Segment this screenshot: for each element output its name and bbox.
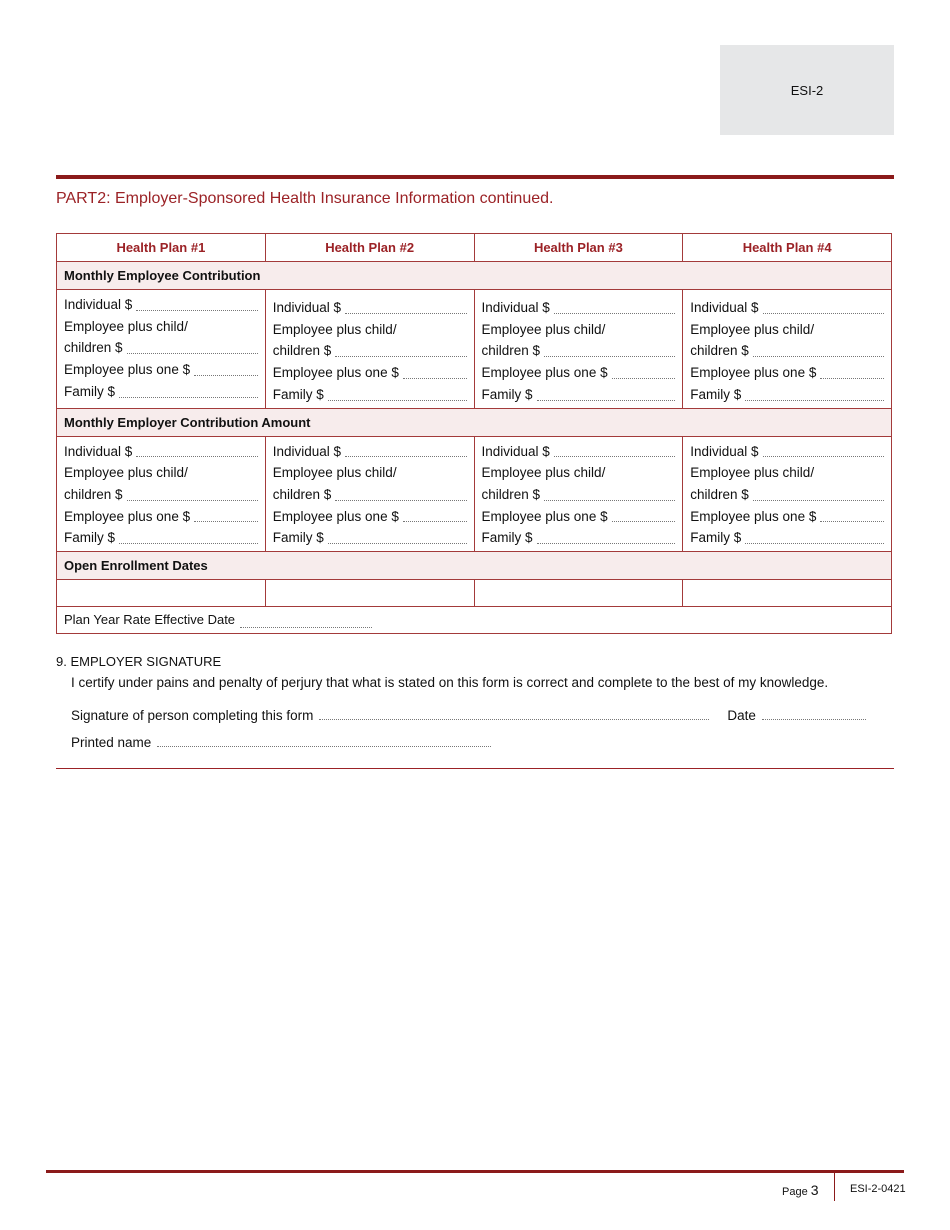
- employee-contribution-cell-plan-1: [57, 290, 266, 409]
- employer-children-input[interactable]: [127, 499, 258, 501]
- employer-contribution-cell-plan-4: [683, 436, 892, 552]
- employer-employee-plus-child-label: Employee plus child/: [64, 465, 188, 481]
- employee-employee-plus-one-label: Employee plus one $: [64, 362, 191, 378]
- employee-family-label: Family $: [64, 383, 116, 399]
- employer-individual-label: Individual $: [272, 443, 342, 459]
- employee-children-line: [482, 340, 676, 362]
- employer-employee-plus-child-line: [64, 462, 258, 484]
- printed-name-line: [71, 735, 894, 750]
- employee-employee-plus-child-label: Employee plus child/: [272, 321, 397, 337]
- section-open-enrollment: Open Enrollment Dates: [57, 552, 892, 580]
- employer-contribution-cell-plan-1: [57, 436, 266, 552]
- form-id: ESI-2: [790, 82, 824, 98]
- employer-employee-plus-one-line: [273, 506, 467, 528]
- printed-name-label: Printed name: [71, 735, 152, 750]
- employer-contribution-cell-plan-2: [265, 436, 474, 552]
- employer-employee-plus-child-label: Employee plus child/: [272, 465, 397, 481]
- section-employer-contribution: Monthly Employer Contribution Amount: [57, 408, 892, 436]
- employee-contribution-cell-plan-3: [474, 290, 683, 409]
- employer-family-input[interactable]: [119, 542, 258, 544]
- employee-children-input[interactable]: [753, 355, 884, 357]
- footer-vertical-divider: [834, 1173, 835, 1201]
- employer-employee-plus-one-input[interactable]: [612, 520, 676, 522]
- employer-individual-line: [482, 441, 676, 463]
- employee-contribution-cell-plan-2: [265, 290, 474, 409]
- employer-individual-line: [690, 441, 884, 463]
- employee-individual-input[interactable]: [136, 309, 257, 311]
- employer-children-line: [690, 484, 884, 506]
- employee-employee-plus-child-label: Employee plus child/: [64, 318, 188, 334]
- effective-date-label: Plan Year Rate Effective Date: [64, 612, 236, 628]
- employee-individual-label: Individual $: [64, 297, 133, 312]
- employer-individual-label: Individual $: [690, 443, 759, 459]
- employee-individual-input[interactable]: [345, 312, 466, 314]
- page-indicator: [782, 1182, 819, 1198]
- employer-contribution-row: [57, 436, 892, 552]
- employee-employee-plus-child-line: [64, 316, 258, 338]
- health-plan-table: [56, 233, 892, 634]
- employee-employee-plus-one-input[interactable]: [194, 374, 258, 376]
- employer-children-label: children $: [690, 486, 749, 502]
- employee-family-line: [690, 384, 884, 406]
- certify-statement: I certify under pains and penalty of perjury that what is stated on this form is correct and complete to the best of my knowledge.: [71, 675, 829, 690]
- employer-family-input[interactable]: [745, 542, 884, 544]
- employee-employee-plus-one-line: [690, 362, 884, 384]
- effective-date-input[interactable]: [240, 612, 372, 628]
- employee-individual-input[interactable]: [554, 312, 675, 314]
- employer-individual-label: Individual $: [481, 443, 550, 459]
- employer-employee-plus-one-input[interactable]: [820, 520, 884, 522]
- printed-name-input[interactable]: [157, 745, 491, 747]
- plan-header-4: Health Plan #4: [683, 234, 892, 262]
- employer-children-input[interactable]: [753, 499, 884, 501]
- employer-family-line: [690, 527, 884, 549]
- employer-family-label: Family $: [690, 530, 742, 546]
- employer-family-label: Family $: [272, 530, 324, 546]
- employer-children-line: [482, 484, 676, 506]
- employee-individual-input[interactable]: [763, 312, 884, 314]
- employee-employee-plus-one-label: Employee plus one $: [272, 365, 399, 381]
- employer-employee-plus-one-input[interactable]: [403, 520, 467, 522]
- employee-individual-line: [64, 294, 258, 316]
- form-id-box: [720, 45, 894, 135]
- employer-family-line: [482, 527, 676, 549]
- employee-family-line: [482, 384, 676, 406]
- employee-employee-plus-one-line: [482, 362, 676, 384]
- employee-individual-label: Individual $: [272, 300, 342, 315]
- employee-children-input[interactable]: [544, 355, 675, 357]
- open-enrollment-input-4[interactable]: [683, 580, 892, 607]
- open-enrollment-input-2[interactable]: [265, 580, 474, 607]
- signature-bottom-rule: [56, 768, 894, 769]
- employee-family-label: Family $: [481, 386, 533, 402]
- employer-children-input[interactable]: [335, 499, 466, 501]
- employee-employee-plus-child-label: Employee plus child/: [690, 321, 815, 337]
- employee-individual-label: Individual $: [690, 300, 759, 315]
- open-enrollment-input-1[interactable]: [57, 580, 266, 607]
- employee-children-label: children $: [481, 343, 541, 359]
- employee-individual-line: [273, 297, 467, 319]
- part-title: PART2: Employer-Sponsored Health Insurance Information continued.: [56, 190, 554, 207]
- employer-individual-line: [273, 441, 467, 463]
- form-code: ESI-2-0421: [850, 1183, 906, 1195]
- employee-children-line: [64, 337, 258, 359]
- employee-family-line: [64, 381, 258, 403]
- employer-children-label: children $: [272, 486, 332, 502]
- employee-children-input[interactable]: [127, 352, 258, 354]
- employee-contribution-row: [57, 290, 892, 409]
- employer-employee-plus-one-line: [64, 506, 258, 528]
- employer-individual-input[interactable]: [554, 455, 675, 457]
- open-enrollment-input-3[interactable]: [474, 580, 683, 607]
- footer-divider: [46, 1170, 904, 1173]
- employer-individual-line: [64, 441, 258, 463]
- employee-individual-label: Individual $: [481, 300, 550, 315]
- employee-employee-plus-child-label: Employee plus child/: [481, 321, 606, 337]
- signature-line: [71, 708, 894, 723]
- employer-family-line: [273, 527, 467, 549]
- employee-individual-line: [482, 297, 676, 319]
- employer-individual-input[interactable]: [136, 455, 257, 457]
- employee-children-input[interactable]: [335, 355, 466, 357]
- employer-employee-plus-child-line: [690, 462, 884, 484]
- page-label: Page: [782, 1186, 808, 1198]
- employer-employee-plus-child-line: [482, 462, 676, 484]
- employer-family-input[interactable]: [328, 542, 467, 544]
- employee-children-label: children $: [690, 343, 749, 359]
- top-divider: [56, 175, 894, 179]
- employee-employee-plus-child-line: [690, 319, 884, 341]
- date-input[interactable]: [762, 718, 866, 720]
- employee-family-line: [273, 384, 467, 406]
- employee-employee-plus-one-line: [64, 359, 258, 381]
- employee-family-input[interactable]: [328, 399, 467, 401]
- employee-employee-plus-one-input[interactable]: [820, 377, 884, 379]
- employer-individual-input[interactable]: [345, 455, 466, 457]
- employer-children-label: children $: [64, 486, 123, 502]
- employee-family-label: Family $: [272, 386, 324, 402]
- employer-employee-plus-one-line: [482, 506, 676, 528]
- employee-family-input[interactable]: [537, 399, 676, 401]
- signature-input[interactable]: [319, 718, 709, 720]
- employee-children-label: children $: [64, 340, 123, 356]
- employer-individual-input[interactable]: [763, 455, 884, 457]
- employee-children-line: [273, 340, 467, 362]
- employee-children-line: [690, 340, 884, 362]
- employer-individual-label: Individual $: [64, 443, 133, 459]
- plan-header-3: Health Plan #3: [474, 234, 683, 262]
- plan-header-1: Health Plan #1: [57, 234, 266, 262]
- employer-family-line: [64, 527, 258, 549]
- page-number: 3: [810, 1182, 819, 1198]
- employer-employee-plus-child-label: Employee plus child/: [481, 465, 606, 481]
- section-employee-contribution: Monthly Employee Contribution: [57, 262, 892, 290]
- employer-family-input[interactable]: [537, 542, 676, 544]
- plan-header-2: Health Plan #2: [265, 234, 474, 262]
- employer-employee-plus-one-line: [690, 506, 884, 528]
- employee-employee-plus-child-line: [273, 319, 467, 341]
- employee-contribution-cell-plan-4: [683, 290, 892, 409]
- signature-section: [56, 654, 894, 762]
- employer-children-line: [64, 484, 258, 506]
- date-label: Date: [727, 708, 756, 723]
- employee-employee-plus-one-line: [273, 362, 467, 384]
- employer-employee-plus-one-input[interactable]: [194, 520, 258, 522]
- employer-employee-plus-child-label: Employee plus child/: [690, 465, 815, 481]
- employer-children-input[interactable]: [544, 499, 675, 501]
- employee-employee-plus-one-label: Employee plus one $: [481, 365, 608, 381]
- employee-individual-line: [690, 297, 884, 319]
- effective-date-row: [57, 607, 892, 634]
- employer-employee-plus-one-label: Employee plus one $: [272, 508, 399, 524]
- employee-employee-plus-one-input[interactable]: [403, 377, 467, 379]
- employee-employee-plus-child-line: [482, 319, 676, 341]
- employer-employee-plus-one-label: Employee plus one $: [64, 508, 191, 524]
- employer-contribution-cell-plan-3: [474, 436, 683, 552]
- employer-family-label: Family $: [481, 530, 533, 546]
- employee-children-label: children $: [272, 343, 332, 359]
- employer-children-line: [273, 484, 467, 506]
- employee-family-input[interactable]: [745, 399, 884, 401]
- employee-employee-plus-one-input[interactable]: [612, 377, 676, 379]
- employer-employee-plus-child-line: [273, 462, 467, 484]
- signature-heading: 9. EMPLOYER SIGNATURE: [56, 654, 222, 669]
- employer-employee-plus-one-label: Employee plus one $: [481, 508, 608, 524]
- employer-employee-plus-one-label: Employee plus one $: [690, 508, 817, 524]
- employee-family-label: Family $: [690, 386, 742, 402]
- employer-family-label: Family $: [64, 530, 116, 546]
- employee-family-input[interactable]: [119, 396, 258, 398]
- employer-children-label: children $: [481, 486, 541, 502]
- signature-label: Signature of person completing this form: [71, 708, 314, 723]
- employee-employee-plus-one-label: Employee plus one $: [690, 365, 817, 381]
